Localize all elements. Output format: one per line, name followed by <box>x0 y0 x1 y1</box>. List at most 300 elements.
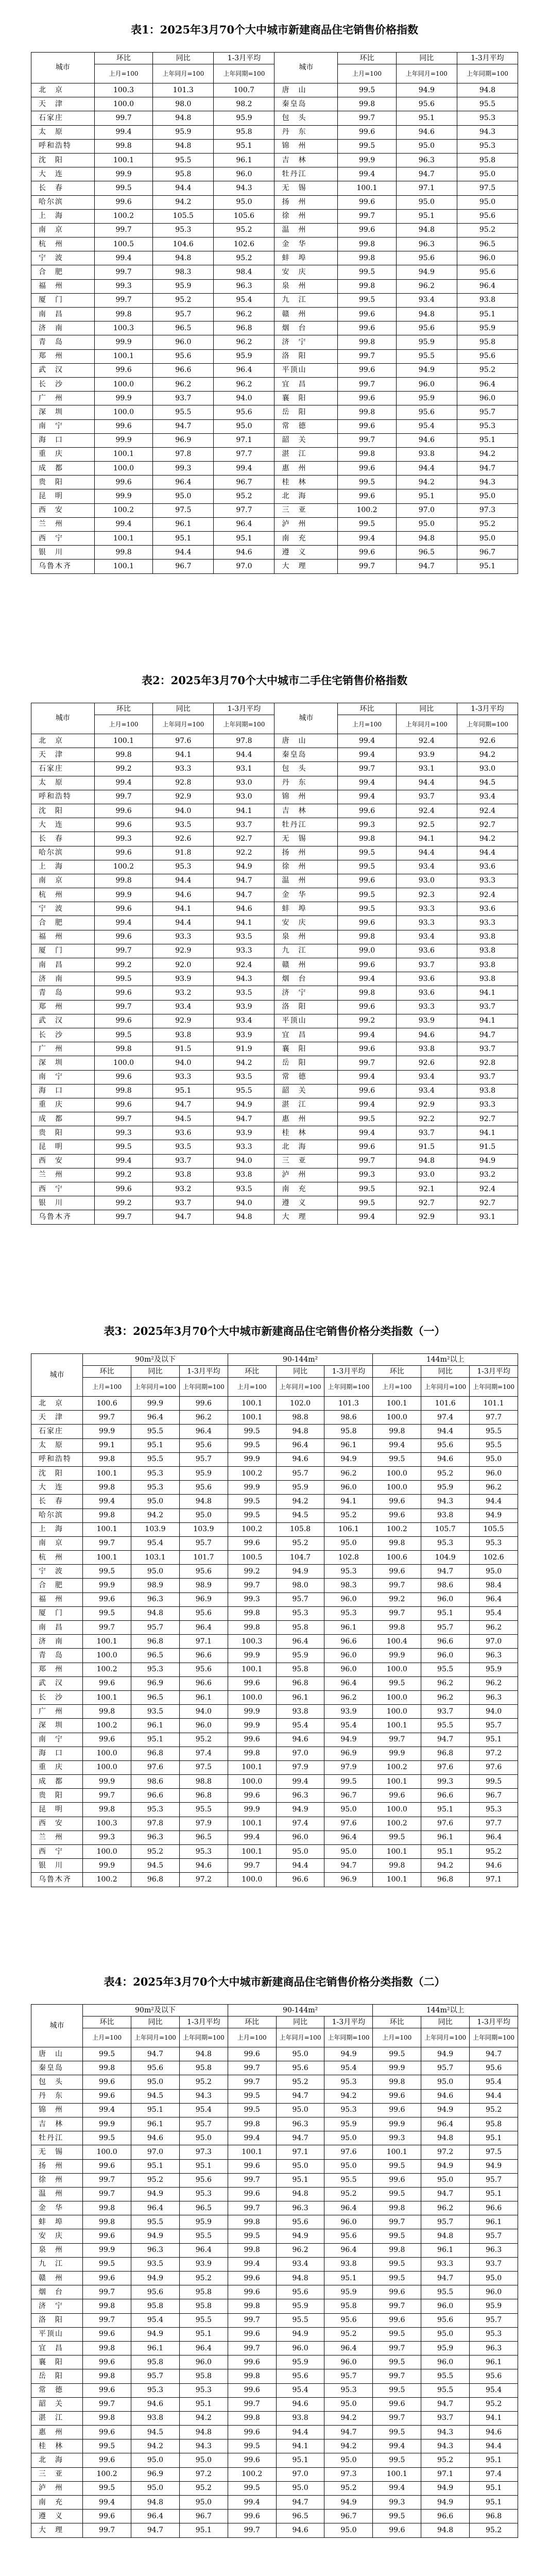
table-row <box>31 321 518 335</box>
value-cell: 94.7 <box>131 2047 180 2061</box>
value-cell: 99.4 <box>94 916 152 930</box>
value-cell: 99.7 <box>338 349 396 363</box>
value-cell: 97.1 <box>179 1635 228 1649</box>
value-cell: 99.6 <box>228 2159 276 2173</box>
value-cell: 96.2 <box>470 1481 518 1495</box>
value-cell: 96.4 <box>131 2201 180 2215</box>
city-cell: 扬 州 <box>274 846 338 860</box>
value-cell: 93.6 <box>153 1126 214 1140</box>
table-row <box>31 1676 518 1690</box>
value-cell: 99.8 <box>94 546 152 560</box>
table-header <box>31 1354 518 1397</box>
value-cell: 99.4 <box>373 2481 421 2495</box>
avg-header: 1-3月平均 <box>324 2016 373 2028</box>
table-row <box>31 1438 518 1452</box>
value-cell: 93.9 <box>153 972 214 986</box>
city-cell: 泉 州 <box>274 279 338 293</box>
value-cell: 100.2 <box>83 1873 131 1887</box>
table-row <box>31 1522 518 1536</box>
value-cell: 94.7 <box>153 1210 214 1224</box>
table-row <box>31 1112 518 1126</box>
value-cell: 95.2 <box>179 1733 228 1747</box>
table-section <box>31 674 518 1225</box>
value-cell: 99.4 <box>228 1831 276 1844</box>
value-cell: 94.6 <box>276 1733 324 1747</box>
value-cell: 93.4 <box>457 790 518 804</box>
table-row <box>31 776 518 790</box>
value-cell: 94.3 <box>457 125 518 139</box>
value-cell: 95.6 <box>396 321 457 335</box>
value-cell: 95.5 <box>131 2215 180 2229</box>
value-cell: 95.6 <box>131 2061 180 2075</box>
value-cell: 93.0 <box>214 776 274 790</box>
value-cell: 95.0 <box>276 2159 324 2173</box>
city-cell: 牡丹江 <box>31 2131 83 2145</box>
value-cell: 99.7 <box>228 2523 276 2537</box>
value-cell: 98.3 <box>153 265 214 279</box>
value-cell: 95.9 <box>470 1663 518 1676</box>
value-cell: 95.2 <box>470 2103 518 2117</box>
value-cell: 95.8 <box>179 2369 228 2383</box>
value-cell: 100.2 <box>338 503 396 517</box>
value-cell: 94.6 <box>131 2397 180 2411</box>
value-cell: 95.7 <box>470 2173 518 2187</box>
value-cell: 93.2 <box>457 1168 518 1182</box>
value-cell: 100.2 <box>83 2467 131 2481</box>
value-cell: 95.1 <box>396 489 457 503</box>
value-cell: 95.0 <box>324 1803 373 1817</box>
value-cell: 95.7 <box>421 1621 470 1635</box>
value-cell: 97.8 <box>214 734 274 748</box>
value-cell: 97.6 <box>324 2145 373 2159</box>
value-cell: 94.7 <box>214 874 274 888</box>
table-section <box>31 1975 518 2538</box>
value-cell: 92.6 <box>457 734 518 748</box>
value-cell: 99.7 <box>94 944 152 958</box>
value-cell: 99.4 <box>338 532 396 546</box>
value-cell: 96.6 <box>324 1635 373 1649</box>
value-cell: 99.4 <box>83 1495 131 1509</box>
table-row <box>31 349 518 363</box>
mom-header: 环比 <box>338 703 396 715</box>
value-cell: 92.9 <box>153 1014 214 1028</box>
yoy-base-header: 上年同月=100 <box>421 2028 470 2047</box>
table-row <box>31 1411 518 1425</box>
value-cell: 94.4 <box>214 748 274 762</box>
value-cell: 99.9 <box>228 1719 276 1733</box>
value-cell: 99.7 <box>228 2313 276 2327</box>
city-cell: 青 岛 <box>31 1649 83 1663</box>
table-row <box>31 462 518 476</box>
value-cell: 95.0 <box>276 1845 324 1859</box>
value-cell: 94.0 <box>153 804 214 818</box>
value-cell: 99.8 <box>373 2075 421 2089</box>
value-cell: 95.3 <box>131 1803 180 1817</box>
value-cell: 95.2 <box>457 517 518 531</box>
value-cell: 99.6 <box>338 916 396 930</box>
value-cell: 97.9 <box>276 1760 324 1774</box>
city-cell: 徐 州 <box>274 209 338 223</box>
value-cell: 94.1 <box>153 902 214 916</box>
city-header: 城市 <box>31 1354 83 1397</box>
value-cell: 93.3 <box>214 944 274 958</box>
city-cell: 常 德 <box>31 2383 83 2397</box>
value-cell: 99.5 <box>373 2229 421 2243</box>
value-cell: 99.3 <box>373 2131 421 2145</box>
value-cell: 96.6 <box>131 1789 180 1803</box>
value-cell: 95.0 <box>276 2047 324 2061</box>
value-cell: 93.8 <box>324 2257 373 2271</box>
value-cell: 99.4 <box>94 125 152 139</box>
value-cell: 96.7 <box>214 476 274 489</box>
value-cell: 100.5 <box>228 1551 276 1565</box>
value-cell: 99.6 <box>94 1182 152 1196</box>
value-cell: 95.7 <box>421 2215 470 2229</box>
table-row <box>31 1014 518 1028</box>
value-cell: 93.6 <box>457 902 518 916</box>
value-cell: 96.3 <box>470 2341 518 2355</box>
city-cell: 扬 州 <box>31 2159 83 2173</box>
value-cell: 99.8 <box>228 2369 276 2383</box>
city-cell: 南 昌 <box>31 958 95 972</box>
table-row <box>31 2341 518 2355</box>
value-cell: 96.3 <box>276 1789 324 1803</box>
table-row <box>31 1859 518 1873</box>
value-cell: 94.7 <box>276 2131 324 2145</box>
table-row <box>31 2453 518 2467</box>
table-row <box>31 279 518 293</box>
value-cell: 100.0 <box>83 1747 131 1760</box>
value-cell: 95.1 <box>153 532 214 546</box>
value-cell: 100.3 <box>228 1635 276 1649</box>
value-cell: 95.1 <box>179 2397 228 2411</box>
value-cell: 95.1 <box>470 2496 518 2510</box>
city-header: 城市 <box>31 703 95 734</box>
value-cell: 95.7 <box>324 2369 373 2383</box>
value-cell: 95.3 <box>324 1606 373 1620</box>
value-cell: 96.1 <box>470 2215 518 2229</box>
value-cell: 92.7 <box>457 1112 518 1126</box>
value-cell: 99.7 <box>83 2397 131 2411</box>
value-cell: 99.5 <box>338 1112 396 1126</box>
value-cell: 94.8 <box>396 223 457 237</box>
value-cell: 93.5 <box>214 1182 274 1196</box>
value-cell: 94.4 <box>276 1859 324 1873</box>
city-cell: 济 宁 <box>31 2299 83 2313</box>
table-row <box>31 1126 518 1140</box>
value-cell: 95.0 <box>470 2272 518 2285</box>
value-cell: 100.0 <box>94 405 152 419</box>
value-cell: 96.7 <box>324 1789 373 1803</box>
value-cell: 94.3 <box>457 476 518 489</box>
city-cell: 韶 关 <box>274 1084 338 1098</box>
value-cell: 93.5 <box>153 1140 214 1154</box>
city-cell: 大 连 <box>31 818 95 832</box>
value-cell: 96.1 <box>153 517 214 531</box>
city-cell: 郑 州 <box>31 349 95 363</box>
value-cell: 96.2 <box>214 377 274 391</box>
value-cell: 99.9 <box>83 1579 131 1592</box>
value-cell: 94.9 <box>324 2496 373 2510</box>
value-cell: 93.5 <box>131 2257 180 2271</box>
city-cell: 泉 州 <box>31 2243 83 2257</box>
value-cell: 99.5 <box>373 2327 421 2341</box>
value-cell: 96.8 <box>131 1635 180 1649</box>
value-cell: 99.4 <box>373 1438 421 1452</box>
value-cell: 99.6 <box>338 1140 396 1154</box>
value-cell: 94.8 <box>276 1425 324 1438</box>
city-cell: 包 头 <box>31 2075 83 2089</box>
value-cell: 94.1 <box>276 2439 324 2453</box>
value-cell: 94.9 <box>276 1565 324 1579</box>
value-cell: 95.3 <box>421 1536 470 1550</box>
city-cell: 成 都 <box>31 1112 95 1126</box>
value-cell: 98.6 <box>131 1775 180 1789</box>
value-cell: 94.9 <box>421 2496 470 2510</box>
value-cell: 94.7 <box>214 888 274 902</box>
value-cell: 96.7 <box>457 546 518 560</box>
value-cell: 93.8 <box>396 1042 457 1056</box>
value-cell: 105.6 <box>214 209 274 223</box>
city-cell: 大 理 <box>31 2523 83 2537</box>
city-cell: 呼和浩特 <box>31 139 95 153</box>
table-row <box>31 181 518 195</box>
value-cell: 99.8 <box>94 748 152 762</box>
city-header: 城市 <box>274 703 338 734</box>
value-cell: 99.8 <box>94 1084 152 1098</box>
value-cell: 99.7 <box>228 1579 276 1592</box>
mom-base-header: 上月=100 <box>228 2028 276 2047</box>
value-cell: 96.8 <box>131 1747 180 1760</box>
value-cell: 95.6 <box>457 209 518 223</box>
value-cell: 100.6 <box>83 1397 131 1411</box>
value-cell: 99.5 <box>373 2426 421 2439</box>
value-cell: 96.8 <box>179 1789 228 1803</box>
table-row <box>31 560 518 573</box>
value-cell: 94.8 <box>153 251 214 265</box>
value-cell: 99.3 <box>94 1126 152 1140</box>
value-cell: 95.6 <box>153 349 214 363</box>
value-cell: 99.6 <box>94 804 152 818</box>
value-cell: 101.7 <box>179 1551 228 1565</box>
value-cell: 95.1 <box>179 2523 228 2537</box>
value-cell: 97.2 <box>179 2467 228 2481</box>
mom-header: 环比 <box>94 703 152 715</box>
value-cell: 92.0 <box>153 958 214 972</box>
value-cell: 94.7 <box>421 2272 470 2285</box>
value-cell: 99.6 <box>228 2426 276 2439</box>
value-cell: 94.8 <box>276 2272 324 2285</box>
value-cell: 95.3 <box>179 2383 228 2397</box>
city-cell: 桂 林 <box>274 476 338 489</box>
value-cell: 97.7 <box>470 1817 518 1831</box>
city-cell: 南 宁 <box>31 1070 95 1084</box>
value-cell: 96.6 <box>421 1635 470 1649</box>
value-cell: 95.0 <box>396 195 457 209</box>
value-cell: 95.0 <box>214 195 274 209</box>
value-cell: 99.2 <box>373 1592 421 1606</box>
value-cell: 99.5 <box>83 2257 131 2271</box>
value-cell: 99.6 <box>373 2173 421 2187</box>
value-cell: 99.5 <box>373 2257 421 2271</box>
value-cell: 100.2 <box>83 1663 131 1676</box>
value-cell: 93.6 <box>396 972 457 986</box>
city-cell: 合 肥 <box>31 265 95 279</box>
value-cell: 96.8 <box>276 1676 324 1690</box>
avg-base-header: 上年同期=100 <box>470 2028 518 2047</box>
value-cell: 103.9 <box>131 1522 180 1536</box>
city-cell: 南 昌 <box>31 308 95 321</box>
value-cell: 99.8 <box>228 2215 276 2229</box>
value-cell: 100.1 <box>83 1522 131 1536</box>
value-cell: 95.0 <box>457 532 518 546</box>
value-cell: 96.9 <box>324 1747 373 1760</box>
value-cell: 99.9 <box>228 1705 276 1719</box>
value-cell: 96.4 <box>131 2510 180 2523</box>
table-row <box>31 1747 518 1760</box>
city-cell: 长 春 <box>31 832 95 846</box>
value-cell: 95.3 <box>324 2075 373 2089</box>
value-cell: 92.8 <box>153 776 214 790</box>
value-cell: 94.6 <box>396 433 457 447</box>
size-group-header: 90m²及以下 <box>83 2005 228 2016</box>
value-cell: 99.7 <box>83 1411 131 1425</box>
city-cell: 湛 江 <box>274 447 338 461</box>
city-cell: 武 汉 <box>31 363 95 377</box>
value-cell: 99.8 <box>373 1425 421 1438</box>
avg-header: 1-3月平均 <box>324 1366 373 1378</box>
value-cell: 95.5 <box>396 349 457 363</box>
value-cell: 99.6 <box>338 874 396 888</box>
value-cell: 95.6 <box>276 2215 324 2229</box>
city-cell: 沈 阳 <box>31 804 95 818</box>
city-cell: 蚌 埠 <box>274 251 338 265</box>
value-cell: 94.8 <box>179 2426 228 2439</box>
value-cell: 94.8 <box>153 111 214 125</box>
value-cell: 95.5 <box>153 405 214 419</box>
value-cell: 96.8 <box>470 2510 518 2523</box>
value-cell: 93.7 <box>214 818 274 832</box>
value-cell: 99.5 <box>83 2131 131 2145</box>
value-cell: 93.3 <box>153 930 214 944</box>
value-cell: 94.4 <box>153 916 214 930</box>
value-cell: 94.3 <box>179 2439 228 2453</box>
table-row <box>31 1817 518 1831</box>
value-cell: 95.7 <box>179 1452 228 1466</box>
value-cell: 99.4 <box>94 517 152 531</box>
value-cell: 99.7 <box>83 2313 131 2327</box>
city-cell: 太 原 <box>31 1438 83 1452</box>
value-cell: 97.7 <box>470 1411 518 1425</box>
city-cell: 上 海 <box>31 1522 83 1536</box>
city-cell: 安 庆 <box>274 916 338 930</box>
value-cell: 99.4 <box>83 2496 131 2510</box>
value-cell: 99.6 <box>373 2285 421 2299</box>
table-row <box>31 517 518 531</box>
value-cell: 95.1 <box>396 209 457 223</box>
city-cell: 秦皇岛 <box>31 2061 83 2075</box>
city-cell: 岳 阳 <box>274 405 338 419</box>
value-cell: 93.8 <box>131 2411 180 2425</box>
value-cell: 99.5 <box>373 2453 421 2467</box>
table-row <box>31 2257 518 2271</box>
value-cell: 92.4 <box>396 804 457 818</box>
value-cell: 96.7 <box>324 2510 373 2523</box>
city-cell: 兰 州 <box>31 1831 83 1844</box>
city-cell: 平顶山 <box>274 363 338 377</box>
table-row <box>31 1168 518 1182</box>
value-cell: 94.7 <box>324 1859 373 1873</box>
value-cell: 95.9 <box>396 335 457 349</box>
value-cell: 95.0 <box>131 1495 180 1509</box>
city-cell: 赣 州 <box>31 2272 83 2285</box>
value-cell: 95.1 <box>421 1845 470 1859</box>
value-cell: 92.4 <box>214 958 274 972</box>
yoy-base-header: 上年同月=100 <box>421 1378 470 1397</box>
value-cell: 99.6 <box>94 1098 152 1112</box>
value-cell: 95.6 <box>324 2229 373 2243</box>
value-cell: 93.8 <box>457 1084 518 1098</box>
value-cell: 92.1 <box>396 1182 457 1196</box>
value-cell: 95.6 <box>457 349 518 363</box>
city-cell: 昆 明 <box>31 489 95 503</box>
table-row <box>31 2243 518 2257</box>
value-cell: 100.1 <box>373 1397 421 1411</box>
data-table <box>31 2004 518 2538</box>
value-cell: 93.3 <box>153 1070 214 1084</box>
value-cell: 99.6 <box>83 1676 131 1690</box>
yoy-base-header: 上年同月=100 <box>131 2028 180 2047</box>
value-cell: 95.0 <box>324 2453 373 2467</box>
value-cell: 94.2 <box>457 832 518 846</box>
value-cell: 96.1 <box>276 1690 324 1704</box>
value-cell: 95.2 <box>276 2075 324 2089</box>
city-cell: 丹 东 <box>31 2089 83 2103</box>
header-row <box>31 1378 518 1397</box>
value-cell: 95.0 <box>179 2453 228 2467</box>
value-cell: 99.5 <box>228 1438 276 1452</box>
value-cell: 93.9 <box>179 2257 228 2271</box>
avg-base-header: 上年同期=100 <box>324 1378 373 1397</box>
city-cell: 惠 州 <box>274 462 338 476</box>
yoy-base-header: 上年同月=100 <box>396 715 457 734</box>
value-cell: 94.9 <box>421 2103 470 2117</box>
size-group-header: 144m²以上 <box>373 1354 518 1366</box>
city-cell: 宜 昌 <box>274 377 338 391</box>
value-cell: 94.7 <box>396 560 457 573</box>
table-row <box>31 1098 518 1112</box>
value-cell: 99.8 <box>338 251 396 265</box>
value-cell: 96.5 <box>457 238 518 251</box>
value-cell: 94.9 <box>276 2229 324 2243</box>
value-cell: 96.2 <box>324 1690 373 1704</box>
value-cell: 100.0 <box>373 1690 421 1704</box>
city-cell: 深 圳 <box>31 1056 95 1070</box>
value-cell: 99.8 <box>83 2341 131 2355</box>
table-header <box>31 703 518 734</box>
value-cell: 96.3 <box>396 153 457 167</box>
value-cell: 95.9 <box>421 2341 470 2355</box>
value-cell: 94.7 <box>131 2523 180 2537</box>
value-cell: 99.5 <box>94 972 152 986</box>
value-cell: 95.2 <box>470 1845 518 1859</box>
value-cell: 93.6 <box>457 860 518 874</box>
city-header: 城市 <box>274 53 338 83</box>
table-row <box>31 503 518 517</box>
value-cell: 94.7 <box>457 1028 518 1042</box>
value-cell: 96.1 <box>324 1621 373 1635</box>
city-cell: 九 江 <box>31 2257 83 2271</box>
